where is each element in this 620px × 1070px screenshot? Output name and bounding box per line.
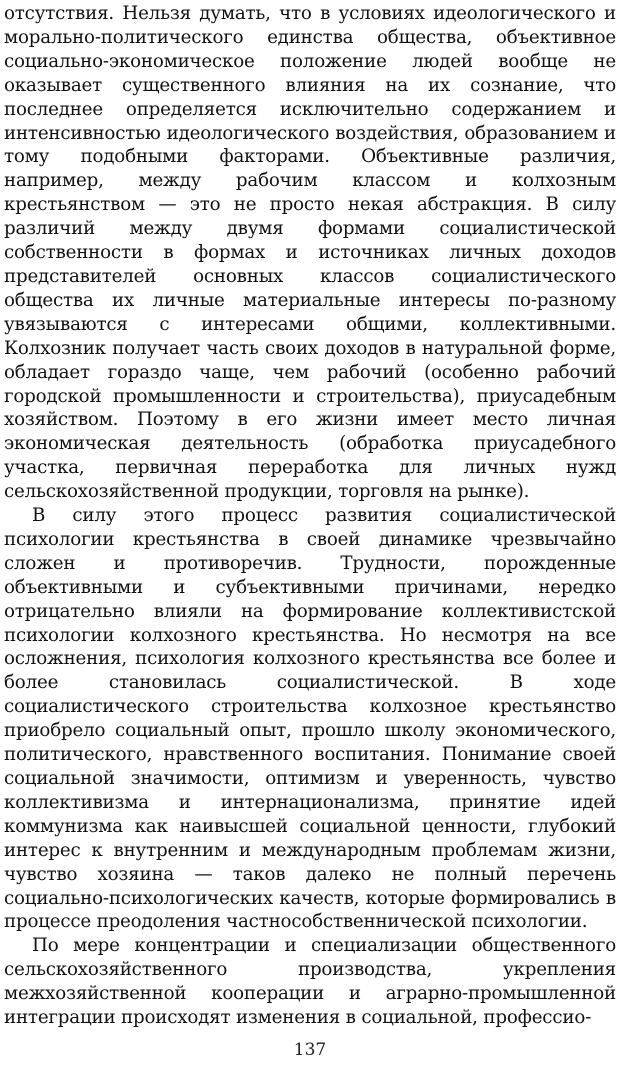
page-number: 137 xyxy=(293,1040,327,1060)
paragraph-1: отсутствия. Нельзя думать, что в условиях идеологического и морально-политического единства общества, объективное социально-экономическое положение людей вообще не оказывает существенного влияния на их сознание, что последнее определяется исключительно содержанием и интенсивностью идеологического воздействия, образованием и тому подобными факторами. Объективные различия, например, между рабочим классом и колхозным крестьянством — это не просто некая абстракция. В силу различий между двумя формами социалистической собственности в формах и источниках личных доходов представителей основных классов социалистического общества их личные материальные интересы по-разному увязываются с интересами общими, коллективными. Колхозник получает часть своих доходов в натуральной форме, обладает гораздо чаще, чем рабочий (особенно рабочий городской промышленности и строительства), приусадебным хозяйством. Поэтому в его жизни имеет место личная экономическая деятельность (обработка приусадебного участка, первичная переработка для личных нужд сельскохозяйственной продукции, торговля на рынке). xyxy=(4,3,616,503)
paragraph-2: В силу этого процесс развития социалистической психологии крестьянства в своей динамике чрезвычайно сложен и противоречив. Трудности, порожденные объективными и субъективными причинами, нередко отрицательно влияли на формирование коллективистской психологии колхозного крестьянства. Но несмотря на все осложнения, психология колхозного крестьянства все более и более становилась социалистической. В ходе социалистического строительства колхозное крестьянство приобрело социальный опыт, прошло школу экономического, политического, нравственного воспитания. Понимание своей социальной значимости, оптимизм и уверенность, чувство коллективизма и интернационализма, принятие идей коммунизма как наивысшей социальной ценности, глубокий интерес к внутренним и международным проблемам жизни, чувство хозяина — таков далеко не полный перечень социально-психологических качеств, которые формировались в процессе преодоления частнособственнической психологии. xyxy=(4,505,616,933)
paragraph-3: По мере концентрации и специализации общественного сельскохозяйственного производства, укрепления межхозяйственной кооперации и аграрно-промышленной интеграции происходят изменения в социальной, профессио- xyxy=(4,935,616,1029)
body-text xyxy=(4,2,616,1030)
